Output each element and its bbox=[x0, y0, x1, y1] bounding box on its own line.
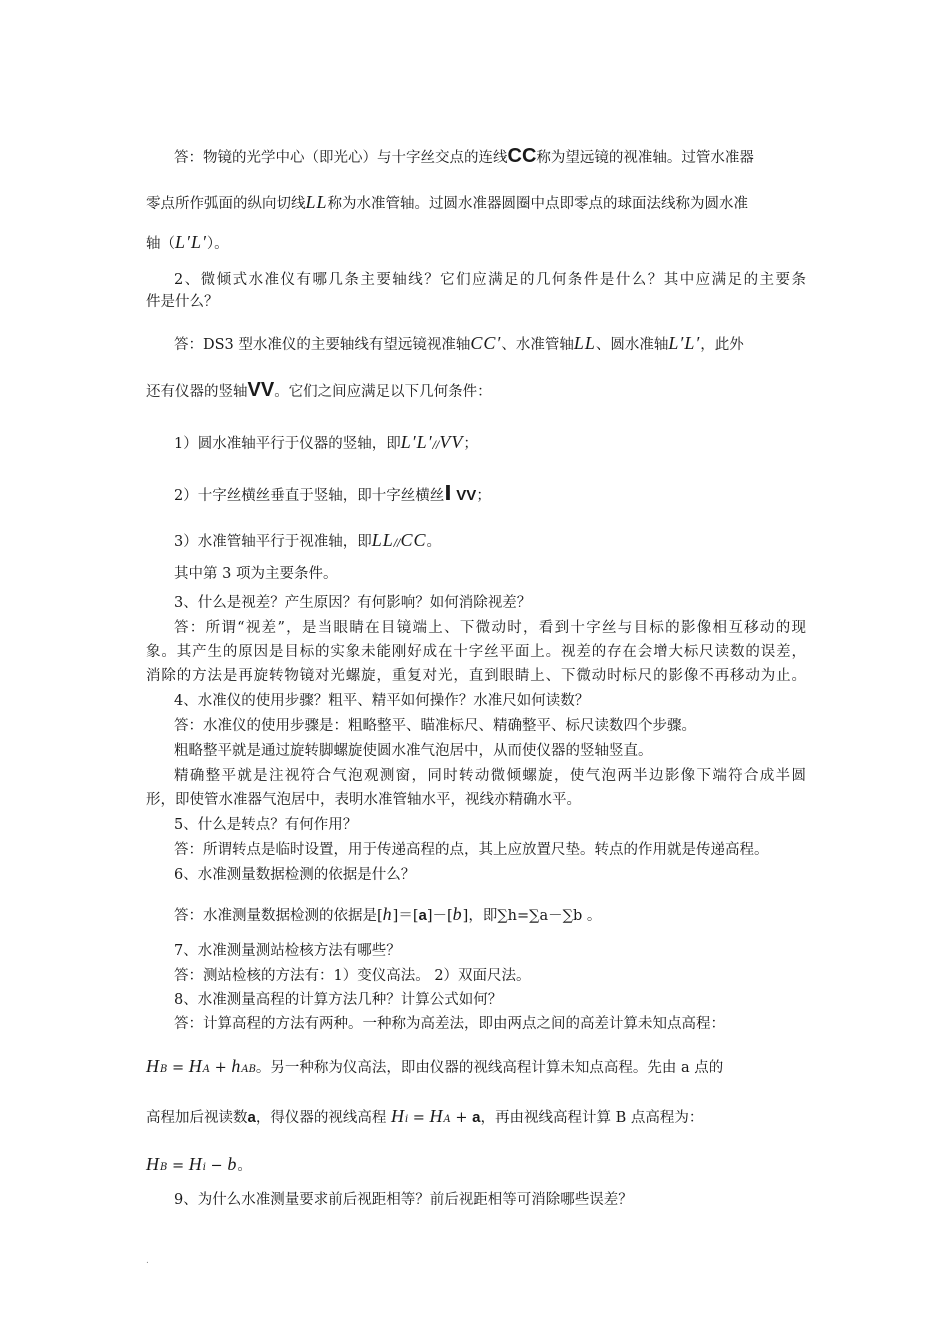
question-2-line-1: 2、微倾式水准仪有哪几条主要轴线？它们应满足的几何条件是什么？其中应满足的主要条 bbox=[174, 272, 806, 288]
answer-3-line-3: 消除的方法是再旋转物镜对光螺旋，重复对光，直到眼睛上、下微动时标尺的影像不再移动为止。 bbox=[146, 668, 806, 684]
text: 。 bbox=[237, 1158, 252, 1174]
answer-2-line-2 bbox=[146, 380, 806, 402]
math-op: − bbox=[205, 1158, 228, 1174]
answer-4-line-2: 粗略整平就是通过旋转脚螺旋使圆水准气泡居中，从而使仪器的竖轴竖直。 bbox=[174, 743, 653, 759]
math-sub: B bbox=[160, 1064, 168, 1075]
math-vv: VV bbox=[247, 379, 275, 401]
text: 1）圆水准轴平行于仪器的竖轴，即 bbox=[174, 436, 401, 452]
math-lplp: L′L′ bbox=[175, 232, 207, 252]
math-cc: CC bbox=[507, 145, 537, 167]
condition-1 bbox=[174, 432, 806, 456]
text: 高程加后视读数 bbox=[146, 1110, 248, 1126]
question-5: 5、什么是转点？有何作用？ bbox=[174, 817, 358, 833]
math: L′L′ bbox=[400, 432, 433, 452]
text: ，得仪器的视线高程 bbox=[255, 1110, 387, 1126]
parallel-symbol: // bbox=[393, 538, 401, 549]
answer-1-line-3 bbox=[146, 232, 806, 254]
text: 称为望远镜的视准轴。过管水准器 bbox=[536, 150, 754, 166]
text: 轴（ bbox=[146, 236, 175, 252]
math: VV bbox=[456, 487, 477, 504]
parallel-symbol: // bbox=[432, 440, 440, 451]
text: ，此外 bbox=[700, 337, 744, 353]
math: b bbox=[227, 1154, 238, 1174]
math: h bbox=[231, 1056, 242, 1076]
text: ； bbox=[463, 436, 478, 452]
text: 答：物镜的光学中心（即光心）与十字丝交点的连线 bbox=[174, 150, 508, 166]
text: 、水准管轴 bbox=[501, 337, 574, 353]
text: 。另一种称为仪高法，即由仪器的视线高程计算未知点高程。先由 a 点的 bbox=[255, 1060, 724, 1076]
main-condition: 其中第 3 项为主要条件。 bbox=[174, 566, 338, 582]
answer-4-line-4: 形，即使管水准器气泡居中，表明水准管轴水平，视线亦精确水平。 bbox=[146, 792, 581, 808]
condition-2 bbox=[174, 484, 806, 506]
text: 还有仪器的竖轴 bbox=[146, 384, 248, 400]
math: H bbox=[146, 1154, 160, 1174]
footer-dot: . bbox=[146, 1256, 149, 1266]
math-ll: LL bbox=[573, 333, 596, 353]
question-4: 4、水准仪的使用步骤？粗平、精平如何操作？水准尺如何读数？ bbox=[174, 693, 590, 709]
answer-5: 答：所谓转点是临时设置，用于传递高程的点，其上应放置尺垫。转点的作用就是传递高程。 bbox=[174, 842, 769, 858]
text: 称为水准管轴。过圆水准器圆圈中点即零点的球面法线称为圆水准 bbox=[327, 196, 749, 212]
math: LL bbox=[371, 530, 394, 550]
perpendicular-symbol: Ⅰ bbox=[444, 483, 452, 505]
question-2-line-2: 件是什么？ bbox=[146, 294, 219, 310]
answer-7: 答：测站检核的方法有：1）变仪高法。 2）双面尺法。 bbox=[174, 968, 531, 984]
math: CC bbox=[400, 530, 427, 550]
question-7: 7、水准测量测站检核方法有哪些？ bbox=[174, 943, 401, 959]
text: ； bbox=[476, 488, 491, 504]
math-sub: AB bbox=[241, 1064, 256, 1075]
math: H bbox=[390, 1106, 405, 1126]
math-cc: CC′ bbox=[470, 333, 502, 353]
math-sub: A bbox=[202, 1064, 210, 1075]
text: 3）水准管轴平行于视准轴，即 bbox=[174, 534, 372, 550]
text: 、圆水准轴 bbox=[595, 337, 669, 353]
question-3: 3、什么是视差？产生原因？有何影响？如何消除视差？ bbox=[174, 595, 532, 611]
math-op: = bbox=[167, 1060, 189, 1076]
text: ，再由视线高程计算 B 点高程为： bbox=[480, 1110, 704, 1126]
question-8: 8、水准测量高程的计算方法几种？计算公式如何？ bbox=[174, 992, 503, 1008]
math-ll: LL bbox=[305, 192, 328, 212]
math-sub: B bbox=[160, 1162, 168, 1173]
question-9: 9、为什么水准测量要求前后视距相等？前后视距相等可消除哪些误差？ bbox=[174, 1192, 633, 1208]
answer-8-line-3 bbox=[146, 1106, 806, 1130]
math-op: + bbox=[450, 1110, 473, 1126]
answer-8-line-1: 答：计算高程的方法有两种。一种称为高差法，即由两点之间的高差计算未知点高程： bbox=[174, 1016, 725, 1032]
math-op: = bbox=[408, 1110, 430, 1126]
math-sub: A bbox=[443, 1114, 451, 1125]
answer-4-line-1: 答：水准仪的使用步骤是：粗略整平、瞄准标尺、精确整平、标尺读数四个步骤。 bbox=[174, 718, 696, 734]
text: ]＝[ bbox=[392, 908, 419, 924]
text: ）。 bbox=[206, 236, 229, 252]
text: 答：水准测量数据检测的依据是[ bbox=[174, 908, 383, 924]
answer-4-line-3: 精确整平就是注视符合气泡观测窗，同时转动微倾螺旋，使气泡两半边影像下端符合成半圆 bbox=[174, 768, 806, 784]
math-op: = bbox=[167, 1158, 189, 1174]
math-a: a bbox=[247, 1109, 256, 1126]
math-op: + bbox=[209, 1060, 232, 1076]
math-h: h bbox=[382, 904, 393, 924]
answer-1-line-1 bbox=[174, 146, 806, 168]
answer-3-line-1: 答：所谓“视差”，是当眼睛在目镜端上、下微动时，看到十字丝与目标的影像相互移动的现 bbox=[174, 620, 806, 636]
math-a: a bbox=[472, 1109, 481, 1126]
answer-3-line-2: 象。其产生的原因是目标的实象未能刚好成在十字丝平面上。视差的存在会增大标尺读数的误差， bbox=[146, 644, 806, 660]
text: ]，即∑h=∑a－∑b 。 bbox=[462, 908, 602, 924]
question-6: 6、水准测量数据检测的依据是什么？ bbox=[174, 867, 416, 883]
math: VV bbox=[439, 432, 464, 452]
text: ]－[ bbox=[426, 908, 453, 924]
math: H bbox=[188, 1154, 203, 1174]
answer-2-line-1 bbox=[174, 333, 806, 355]
math: H bbox=[146, 1056, 160, 1076]
text: 。它们之间应满足以下几何条件： bbox=[274, 384, 492, 400]
text: 答：DS3 型水准仪的主要轴线有望远镜视准轴 bbox=[174, 337, 471, 353]
math-lplp: L′L′ bbox=[668, 333, 701, 353]
condition-3 bbox=[174, 530, 806, 554]
text: 零点所作弧面的纵向切线 bbox=[146, 196, 306, 212]
math-sub: i bbox=[404, 1114, 409, 1125]
text: 2）十字丝横丝垂直于竖轴，即十字丝横丝 bbox=[174, 488, 445, 504]
math-a: a bbox=[418, 907, 427, 924]
math: H bbox=[188, 1056, 203, 1076]
text: 。 bbox=[426, 534, 442, 550]
math-sub: i bbox=[202, 1162, 206, 1173]
answer-6 bbox=[174, 904, 806, 926]
answer-8-line-2 bbox=[146, 1056, 806, 1080]
math: H bbox=[429, 1106, 444, 1126]
answer-1-line-2 bbox=[146, 192, 806, 214]
math-b: b bbox=[452, 904, 463, 924]
answer-8-line-4 bbox=[146, 1154, 806, 1178]
